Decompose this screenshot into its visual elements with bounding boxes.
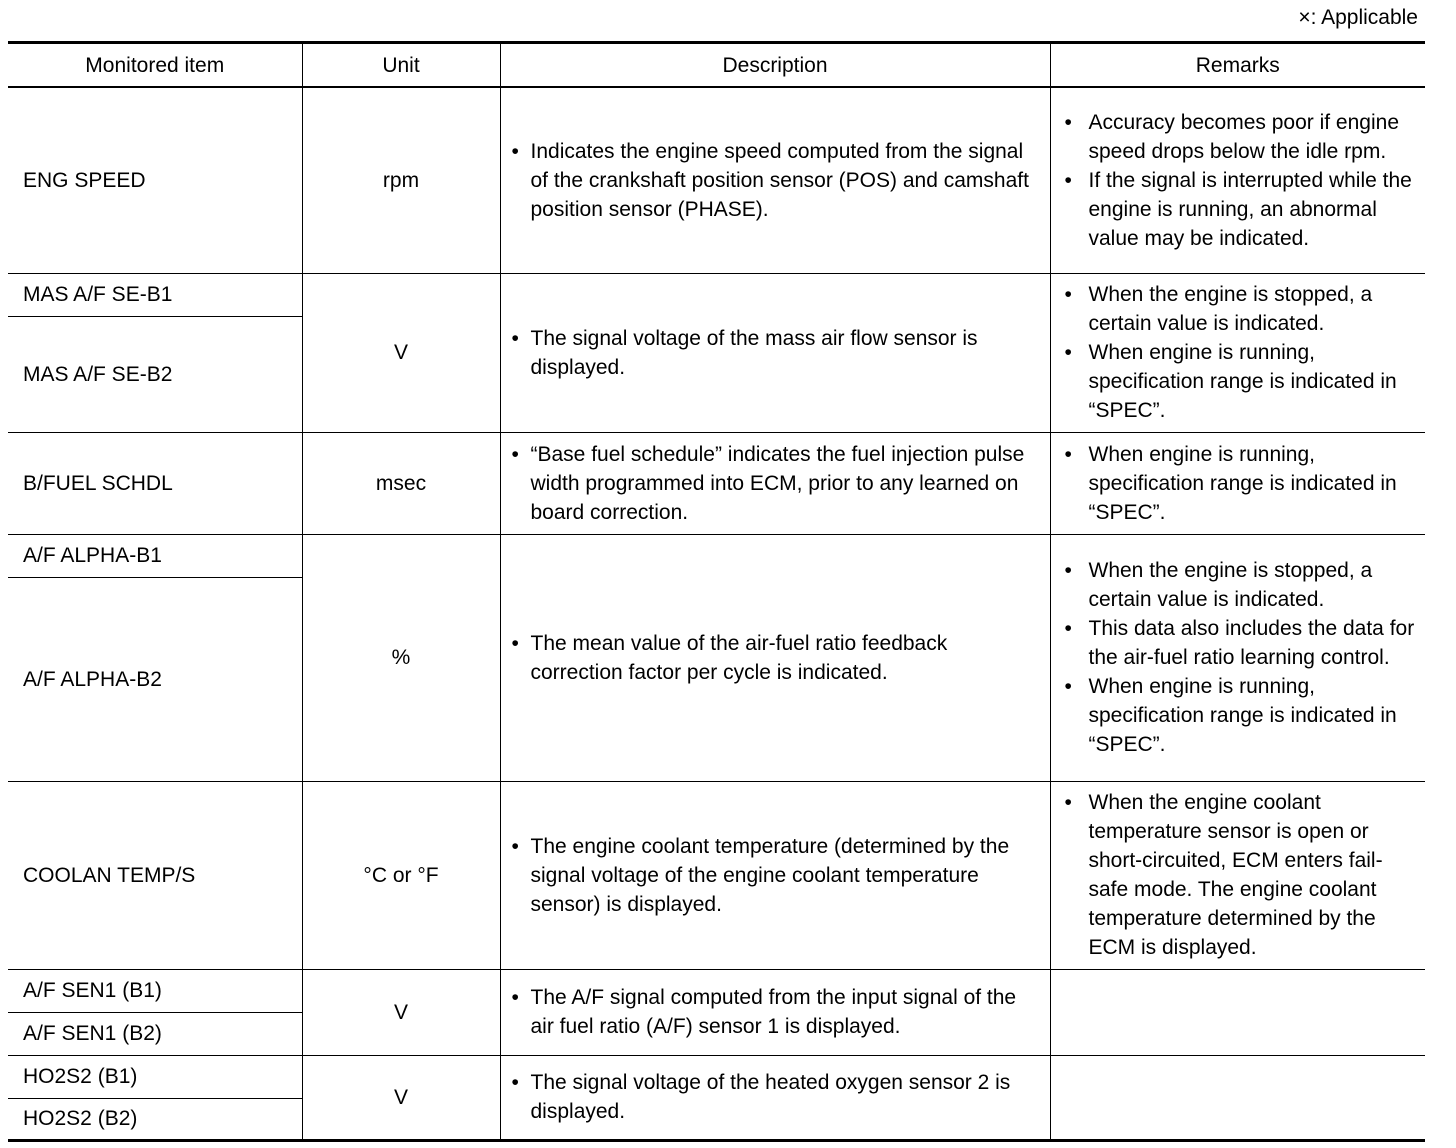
list-item: • The mean value of the air-fuel ratio feedback correction factor per cycle is indicated.	[501, 629, 1044, 687]
monitored-item: COOLAN TEMP/S	[8, 781, 302, 969]
header-remarks: Remarks	[1050, 43, 1425, 88]
remarks-cell	[1050, 1055, 1425, 1140]
list-item: • Indicates the engine speed computed from the signal of the crankshaft position sensor (POS) and camshaft position sensor (PHASE).	[501, 137, 1044, 224]
table-row	[8, 432, 1425, 534]
unit-cell: %	[302, 534, 500, 781]
monitor-items-table	[8, 41, 1425, 1142]
remarks-cell	[1050, 87, 1425, 273]
list-item: • Accuracy becomes poor if engine speed drops below the idle rpm.	[1051, 108, 1426, 166]
monitored-item: A/F ALPHA-B1	[8, 534, 302, 577]
unit-cell: V	[302, 1055, 500, 1140]
table-row	[8, 273, 1425, 316]
header-monitored-item: Monitored item	[8, 43, 302, 88]
list-item: • The signal voltage of the heated oxygen sensor 2 is displayed.	[501, 1068, 1044, 1126]
list-item: • When the engine is stopped, a certain value is indicated.	[1051, 280, 1426, 338]
list-item: • The A/F signal computed from the input signal of the air fuel ratio (A/F) sensor 1 is displayed.	[501, 983, 1044, 1041]
table-row	[8, 534, 1425, 577]
remarks-cell	[1050, 969, 1425, 1055]
monitored-item: A/F ALPHA-B2	[8, 577, 302, 781]
list-item: • When engine is running, specification range is indicated in “SPEC”.	[1051, 440, 1426, 527]
list-item: • When the engine coolant temperature sensor is open or short-circuited, ECM enters fail-safe mode. The engine coolant temperature determined by the ECM is displayed.	[1051, 788, 1426, 962]
unit-cell: msec	[302, 432, 500, 534]
monitored-item: ENG SPEED	[8, 87, 302, 273]
monitored-item: A/F SEN1 (B2)	[8, 1012, 302, 1055]
list-item: • This data also includes the data for the air-fuel ratio learning control.	[1051, 614, 1426, 672]
monitored-item: B/FUEL SCHDL	[8, 432, 302, 534]
description-cell	[500, 534, 1050, 781]
monitored-item: HO2S2 (B1)	[8, 1055, 302, 1098]
table-row	[8, 87, 1425, 273]
unit-cell: rpm	[302, 87, 500, 273]
header-description: Description	[500, 43, 1050, 88]
remarks-cell	[1050, 273, 1425, 432]
monitored-item: MAS A/F SE-B2	[8, 316, 302, 432]
list-item: • The engine coolant temperature (determined by the signal voltage of the engine coolant temperature sensor) is displayed.	[501, 832, 1044, 919]
remarks-cell	[1050, 432, 1425, 534]
description-cell	[500, 432, 1050, 534]
table-row	[8, 781, 1425, 969]
description-cell	[500, 87, 1050, 273]
description-cell	[500, 781, 1050, 969]
list-item: • If the signal is interrupted while the engine is running, an abnormal value may be indicated.	[1051, 166, 1426, 253]
monitored-item: MAS A/F SE-B1	[8, 273, 302, 316]
monitored-item: A/F SEN1 (B1)	[8, 969, 302, 1012]
remarks-cell	[1050, 781, 1425, 969]
description-cell	[500, 273, 1050, 432]
list-item: • When the engine is stopped, a certain value is indicated.	[1051, 556, 1426, 614]
monitored-item: HO2S2 (B2)	[8, 1098, 302, 1140]
description-cell	[500, 1055, 1050, 1140]
list-item: • The signal voltage of the mass air flow sensor is displayed.	[501, 324, 1044, 382]
table-row	[8, 969, 1425, 1012]
list-item: • “Base fuel schedule” indicates the fuel injection pulse width programmed into ECM, prior to any learned on board correction.	[501, 440, 1044, 527]
list-item: • When engine is running, specification range is indicated in “SPEC”.	[1051, 672, 1426, 759]
header-unit: Unit	[302, 43, 500, 88]
unit-cell: °C or °F	[302, 781, 500, 969]
unit-cell: V	[302, 273, 500, 432]
unit-cell: V	[302, 969, 500, 1055]
header-row	[8, 43, 1425, 88]
applicable-legend: ×: Applicable	[1298, 6, 1418, 29]
remarks-cell	[1050, 534, 1425, 781]
list-item: • When engine is running, specification range is indicated in “SPEC”.	[1051, 338, 1426, 425]
description-cell	[500, 969, 1050, 1055]
table-row	[8, 1055, 1425, 1098]
